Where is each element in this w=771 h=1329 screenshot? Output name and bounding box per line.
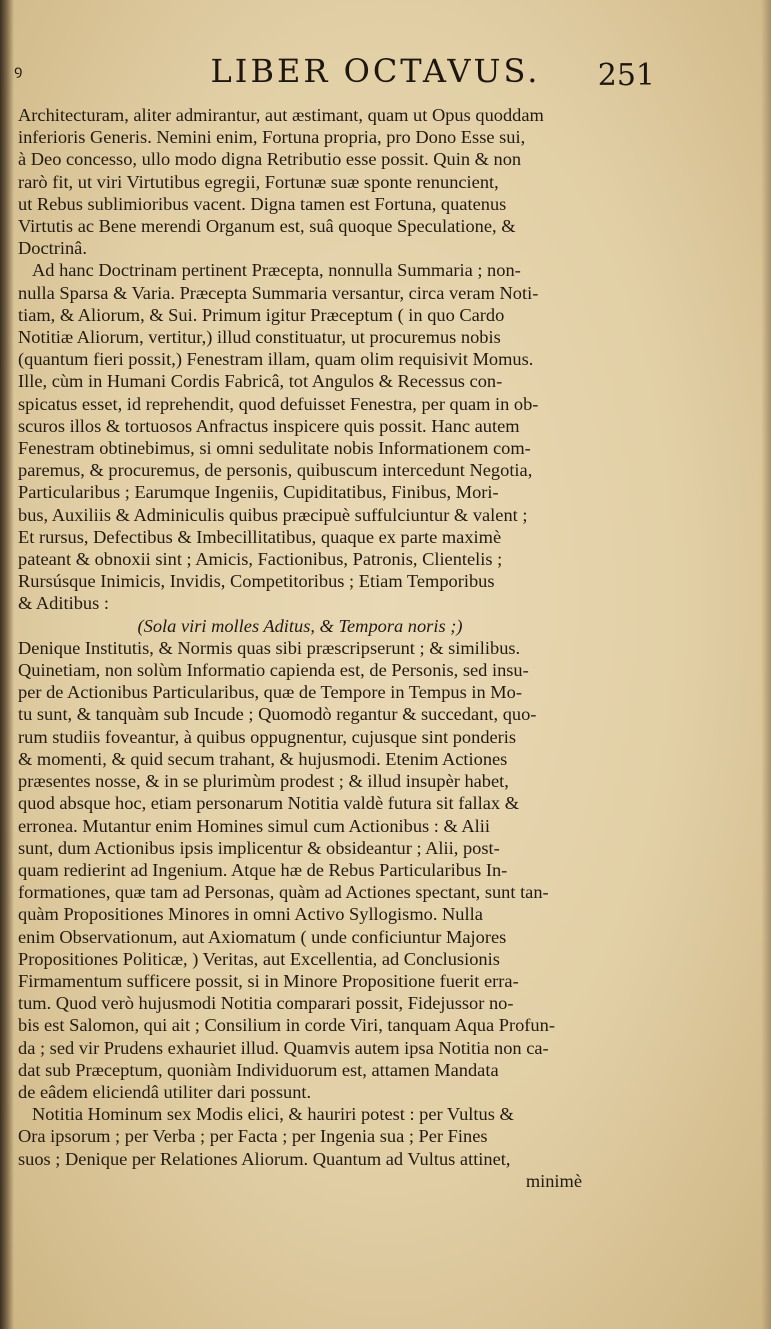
text-line: suos ; Denique per Relationes Aliorum. Quantum ad Vultus attinet,	[18, 1148, 511, 1169]
text-line: da ; sed vir Prudens exhauriet illud. Quamvis autem ipsa Notitia non ca-	[18, 1037, 549, 1058]
text-line: quàm Propositiones Minores in omni Activo Syllogismo. Nulla	[18, 904, 483, 925]
text-line: Ora ipsorum ; per Verba ; per Facta ; per Ingenia sua ; Per Fines	[18, 1126, 488, 1147]
text-line: bis est Salomon, qui ait ; Consilium in corde Viri, tanquam Aqua Profun-	[18, 1015, 555, 1036]
catchword: minimè	[525, 1170, 582, 1191]
text-line: Quinetiam, non solùm Informatio capienda est, de Personis, sed insu-	[18, 660, 529, 681]
binding-gutter	[0, 0, 14, 1329]
text-line: & Aditibus :	[18, 593, 109, 614]
text-line: quam redierint ad Ingenium. Atque hæ de Rebus Particularibus In-	[18, 859, 508, 880]
text-line: per de Actionibus Particularibus, quæ de Tempore in Tempus in Mo-	[18, 682, 522, 703]
page-edge-shadow	[761, 0, 771, 1329]
text-line: Fenestram obtinebimus, si omni sedulitate nobis Informationem com-	[18, 438, 531, 459]
text-line: Rursúsque Inimicis, Invidis, Competitoribus ; Etiam Temporibus	[18, 571, 495, 592]
text-line: & momenti, & quid secum trahant, & hujusmodi. Etenim Actiones	[18, 748, 508, 769]
text-line: inferioris Generis. Nemini enim, Fortuna propria, pro Dono Esse sui,	[18, 127, 526, 148]
text-line: (quantum fieri possit,) Fenestram illam, quam olim requisivit Momus.	[18, 349, 534, 370]
text-line: rarò fit, ut viri Virtutibus egregii, Fortunæ suæ sponte renuncient,	[18, 171, 499, 192]
body-text	[18, 104, 582, 1192]
paragraph-start-line: Notitia Hominum sex Modis elici, & hauriri potest : per Vultus &	[32, 1104, 514, 1125]
text-line: quod absque hoc, etiam personarum Notitia valdè futura sit fallax &	[18, 793, 520, 814]
text-line: nulla Sparsa & Varia. Præcepta Summaria versantur, circa veram Noti-	[18, 282, 539, 303]
text-line: dat sub Præceptum, quoniàm Individuorum est, attamen Mandata	[18, 1059, 499, 1080]
text-line: tiam, & Aliorum, & Sui. Primum igitur Præceptum ( in quo Cardo	[18, 304, 505, 325]
page-number: 251	[597, 58, 655, 93]
text-line: Firmamentum sufficere possit, si in Minore Propositione fuerit erra-	[18, 970, 519, 991]
text-line: Architecturam, aliter admirantur, aut æstimant, quam ut Opus quoddam	[18, 105, 544, 125]
text-line: tu sunt, & tanquàm sub Incude ; Quomodò regantur & succedant, quo-	[18, 704, 537, 725]
text-line: formationes, quæ tam ad Personas, quàm ad Actiones spectant, sunt tan-	[18, 882, 549, 903]
ink-mark: ꝰ	[14, 62, 23, 87]
text-line: bus, Auxiliis & Adminiculis quibus præcipuè suffulciuntur & valent ;	[18, 504, 528, 525]
text-line: spicatus esset, id reprehendit, quod defuisset Fenestra, per quam in ob-	[18, 393, 539, 414]
text-line: rum studiis foveantur, à quibus oppugnentur, cujusque sint ponderis	[18, 726, 517, 747]
text-line: præsentes nosse, & in se plurimùm prodest ; & illud insupèr habet,	[18, 771, 509, 792]
text-line: ut Rebus sublimioribus vacent. Digna tamen est Fortuna, quatenus	[18, 193, 507, 214]
text-line: Propositiones Politicæ, ) Veritas, aut Excellentia, ad Conclusionis	[18, 948, 500, 969]
text-line: erronea. Mutantur enim Homines simul cum Actionibus : & Alii	[18, 815, 490, 836]
text-line: enim Observationum, aut Axiomatum ( unde conficiuntur Majores	[18, 926, 507, 947]
text-line: sunt, dum Actionibus ipsis implicentur & obsideantur ; Alii, post-	[18, 837, 500, 858]
text-line: pateant & obnoxii sint ; Amicis, Factionibus, Patronis, Clientelis ;	[18, 549, 503, 570]
text-line: tum. Quod verò hujusmodi Notitia comparari possit, Fidejussor no-	[18, 993, 514, 1014]
text-line: Ille, cùm in Humani Cordis Fabricâ, tot Angulos & Recessus con-	[18, 371, 503, 392]
text-line: Denique Institutis, & Normis quas sibi præscripserunt ; & similibus.	[18, 637, 521, 658]
text-line: Et rursus, Defectibus & Imbecillitatibus, quaque ex parte maximè	[18, 526, 502, 547]
text-line: paremus, & procuremus, de personis, quibuscum intercedunt Negotia,	[18, 460, 533, 481]
running-head: LIBER OCTAVUS.	[210, 52, 541, 90]
paragraph-start-line: Ad hanc Doctrinam pertinent Præcepta, nonnulla Summaria ; non-	[32, 260, 521, 281]
text-line: à Deo concesso, ullo modo digna Retributio esse possit. Quin & non	[18, 149, 522, 170]
text-line: Notitiæ Aliorum, vertitur,) illud constituatur, ut procuremus nobis	[18, 327, 501, 348]
verse-quotation: (Sola viri molles Aditus, & Tempora noris ;)	[137, 615, 463, 636]
text-line: Doctrinâ.	[18, 238, 87, 259]
text-line: de eâdem eliciendâ utiliter dari possunt.	[18, 1081, 312, 1102]
text-line: Virtutis ac Bene merendi Organum est, suâ quoque Speculatione, &	[18, 216, 516, 237]
text-line: scuros illos & tortuosos Anfractus inspicere quis possit. Hanc autem	[18, 415, 520, 436]
text-line: Particularibus ; Earumque Ingeniis, Cupiditatibus, Finibus, Mori-	[18, 482, 499, 503]
